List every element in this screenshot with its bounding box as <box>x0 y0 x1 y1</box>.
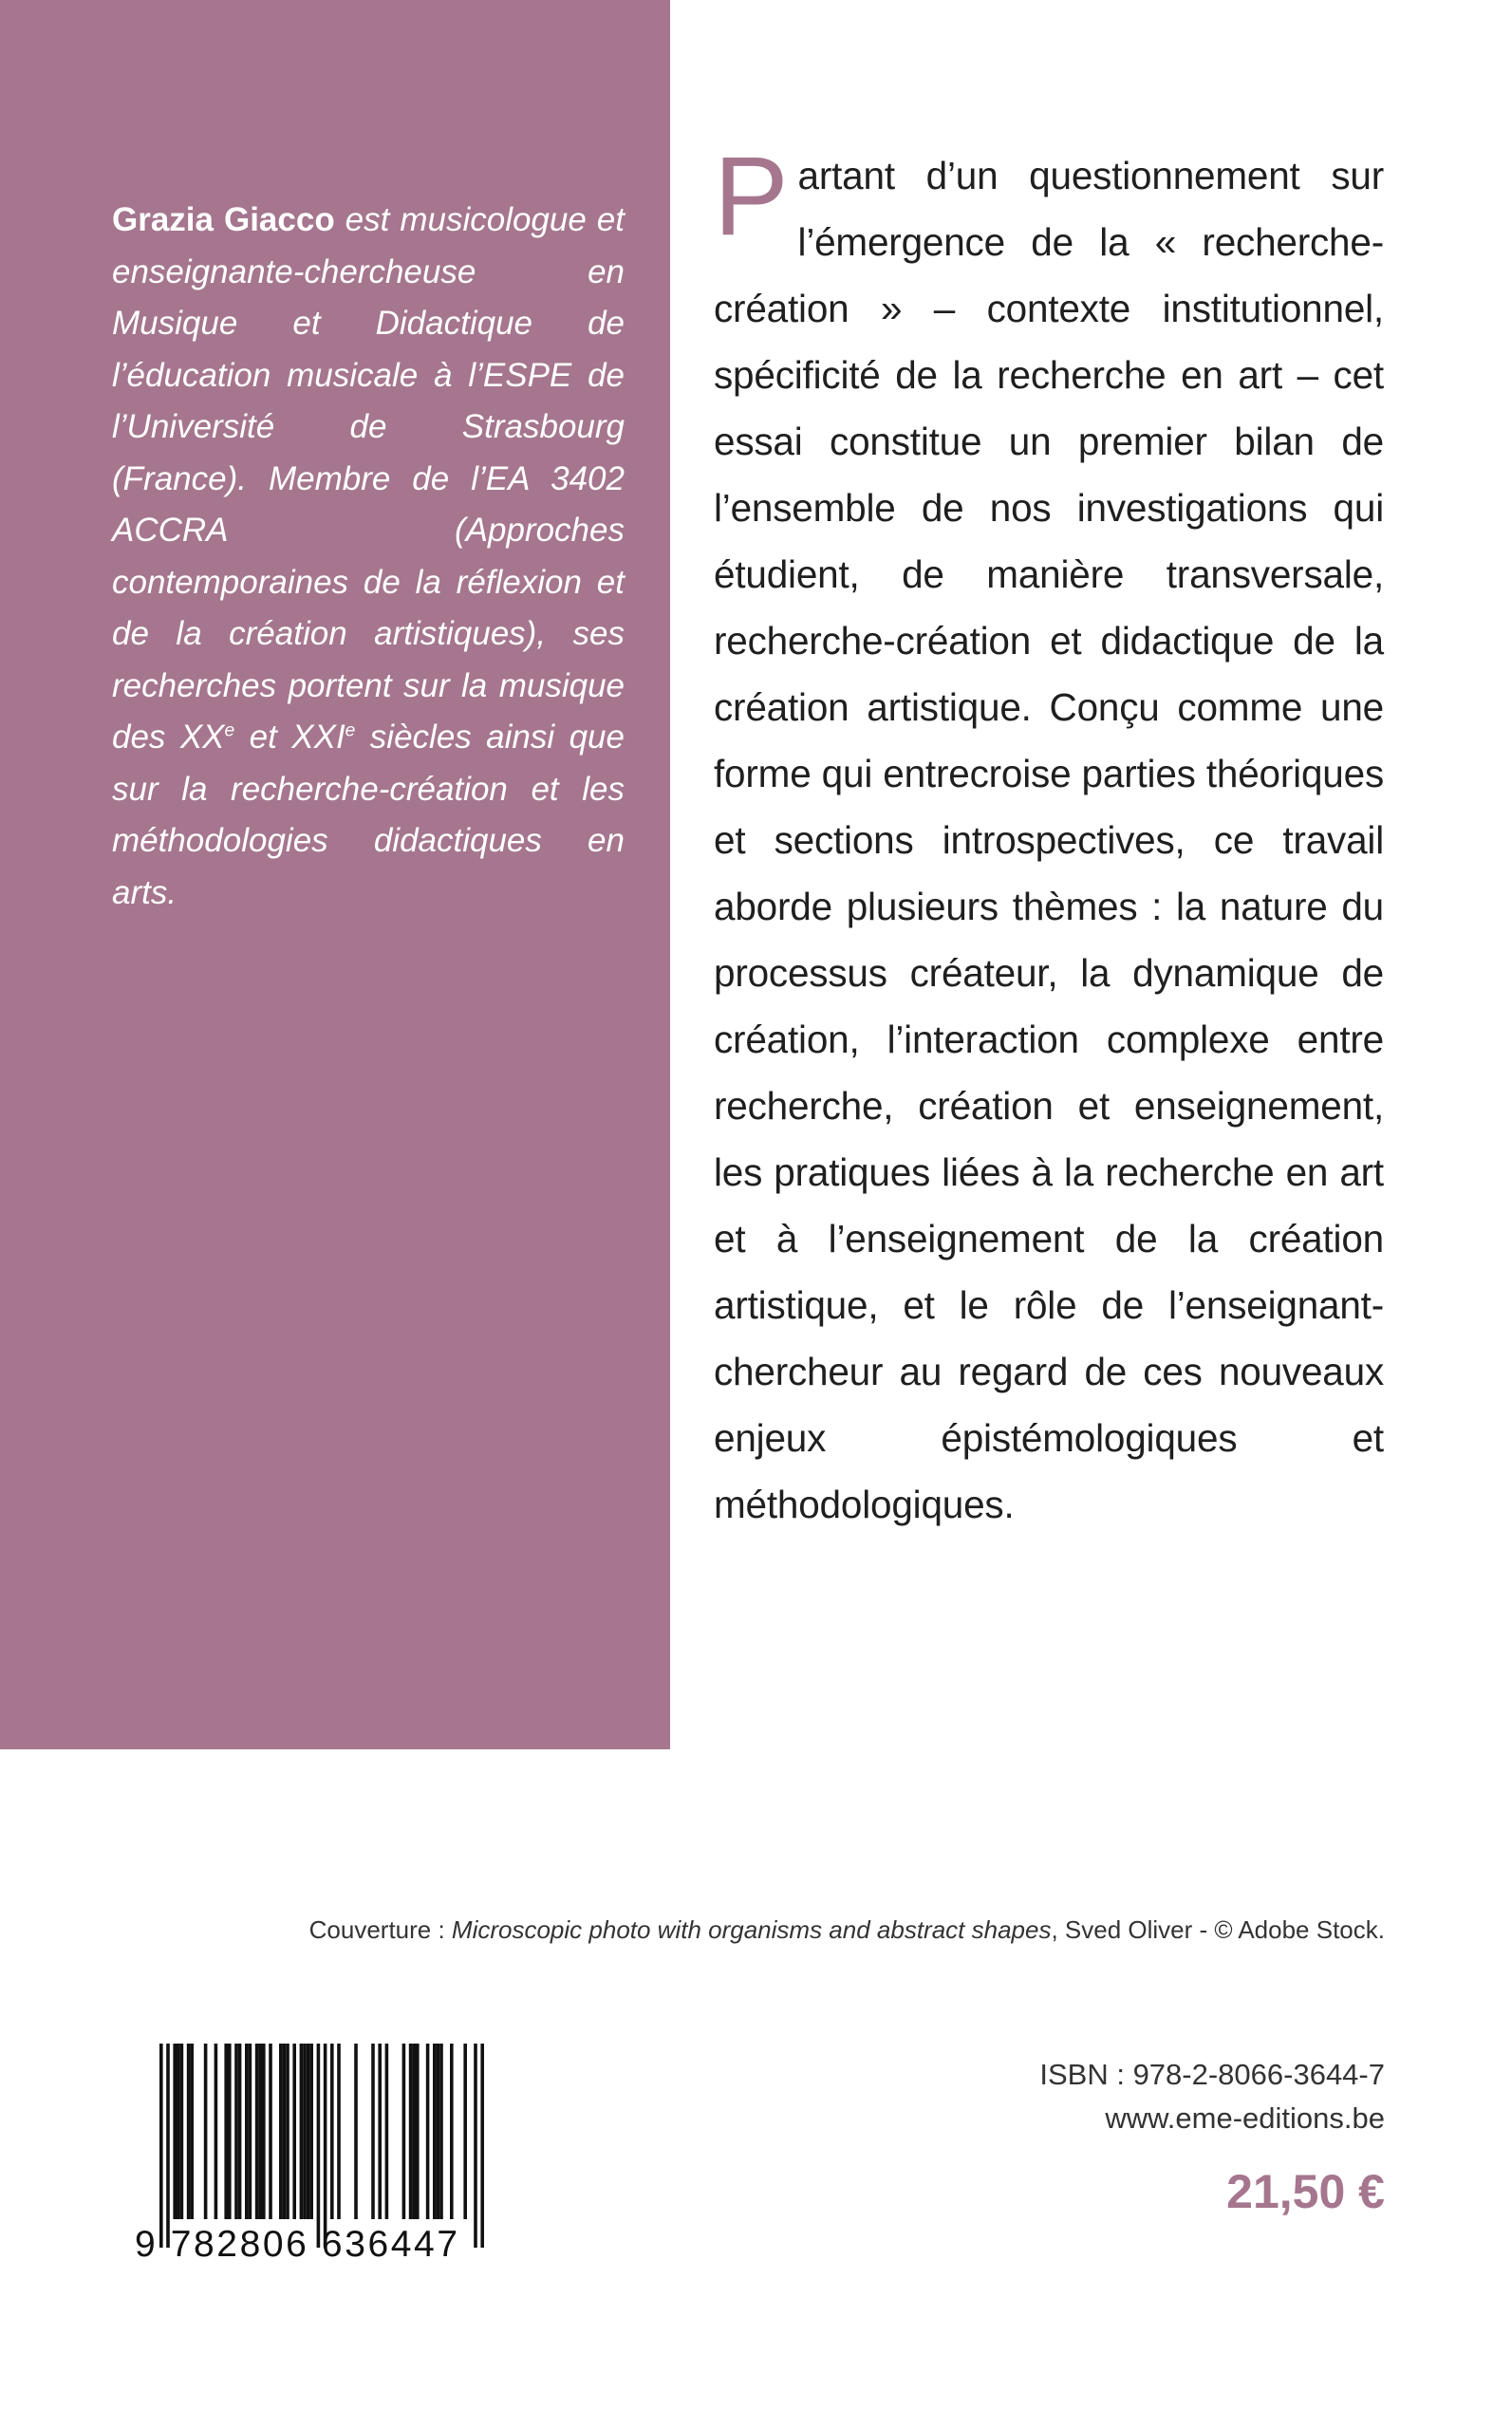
bio-superscript-2: e <box>345 720 356 741</box>
isbn-barcode <box>135 2044 488 2271</box>
barcode-bar <box>439 2044 443 2219</box>
barcode-bar <box>228 2044 232 2219</box>
barcode-bar <box>303 2044 307 2219</box>
barcode-bar <box>180 2044 184 2219</box>
barcode-bar <box>300 2044 304 2219</box>
barcode-bar <box>480 2044 484 2248</box>
barcode-bar <box>224 2044 228 2219</box>
barcode-bar <box>307 2044 310 2219</box>
publisher-website[interactable]: www.eme-editions.be <box>1105 2101 1385 2135</box>
isbn-number: ISBN : 978-2-8066-3644-7 <box>1039 2058 1385 2091</box>
barcode-bar <box>402 2044 406 2219</box>
barcode-bar <box>269 2044 272 2219</box>
barcode-bar <box>354 2044 358 2219</box>
book-price: 21,50 € <box>1226 2165 1385 2218</box>
author-bio <box>112 195 625 919</box>
barcode-bar <box>412 2044 416 2219</box>
barcode-bar <box>234 2044 238 2219</box>
barcode-digits: 9 782806 636447 <box>135 2224 460 2265</box>
barcode-bar <box>187 2044 191 2219</box>
barcode-bar <box>378 2044 382 2219</box>
bio-superscript-1: e <box>224 720 235 741</box>
barcode-bar <box>258 2044 262 2219</box>
barcode-bar <box>324 2044 327 2248</box>
barcode-bar <box>262 2044 266 2219</box>
barcode-bar <box>283 2044 287 2219</box>
barcode-bar <box>166 2044 170 2248</box>
barcode-bar <box>337 2044 341 2219</box>
summary-text: artant d’un questionnement sur l’émergence de la « recherche-création » – contexte institutionnel, spécificité de la recherche en art – cet essai constitue un premier bilan de l’ensemble de nos investigations qui étudient, de manière transversale, recherche-création et didactique de la création artistique. Conçu comme une forme qui entrecroise parties théoriques et sections introspectives, ce travail aborde plusieurs thèmes : la nature du processus créateur, la dynamique de création, l’interaction complexe entre recherche, création et enseignement, les pratiques liées à la recherche en art et à l’enseignement de la création artistique, et le rôle de l’enseignant-chercheur au regard de ces nouveaux enjeux épistémologiques et méthodologiques. <box>714 154 1384 1526</box>
barcode-bar <box>245 2044 249 2219</box>
cover-credit-prefix: Couverture : <box>308 1915 452 1944</box>
bio-text-part-2: et XXI <box>234 719 345 756</box>
barcode-bar <box>463 2044 467 2219</box>
barcode-bar <box>190 2044 194 2219</box>
barcode-bar <box>385 2044 389 2219</box>
barcode-bar <box>249 2044 252 2219</box>
cover-credit-title: Microscopic photo with organisms and abstract shapes <box>451 1915 1052 1944</box>
barcode-bar <box>317 2044 321 2248</box>
summary-dropcap: P <box>714 134 789 259</box>
barcode-bar <box>426 2044 430 2219</box>
book-summary <box>714 134 1384 1538</box>
barcode-bar <box>474 2044 477 2248</box>
bio-text-part-3: siècles ainsi que sur la recherche-création et les méthodologies didactiques en arts. <box>112 719 625 911</box>
author-bio-text <box>112 201 625 911</box>
barcode-bar <box>173 2044 177 2219</box>
barcode-bar <box>204 2044 208 2219</box>
barcode-bar <box>279 2044 283 2219</box>
barcode-bar <box>433 2044 437 2219</box>
bio-text-part-1: est musicologue et enseignante-chercheuse en Musique et Didactique de l’éducation musicale à l’ESPE de l’Université de Strasbourg (France). Membre de l’EA 3402 ACCRA (Approches contemporaines de la réflexion et de la création artistiques), ses recherches portent sur la musique des XX <box>112 201 625 756</box>
barcode-bar <box>437 2044 440 2219</box>
barcode-bar <box>177 2044 180 2219</box>
cover-credit <box>309 1915 1385 1945</box>
author-bio-panel <box>0 0 670 1749</box>
author-name: Grazia Giacco <box>112 201 335 238</box>
barcode-bar <box>286 2044 289 2219</box>
barcode-bar <box>292 2044 296 2219</box>
barcode-bar <box>416 2044 420 2219</box>
barcode-bar <box>450 2044 454 2219</box>
barcode-bar <box>309 2044 313 2219</box>
barcode-bar <box>215 2044 218 2219</box>
barcode-bar <box>255 2044 259 2219</box>
barcode-bar <box>409 2044 413 2219</box>
barcode-bar <box>330 2044 334 2219</box>
barcode-bar <box>371 2044 375 2219</box>
cover-credit-suffix: , Sved Oliver - © Adobe Stock. <box>1051 1915 1385 1944</box>
barcode-bar <box>238 2044 242 2219</box>
barcode-bar <box>159 2044 163 2248</box>
